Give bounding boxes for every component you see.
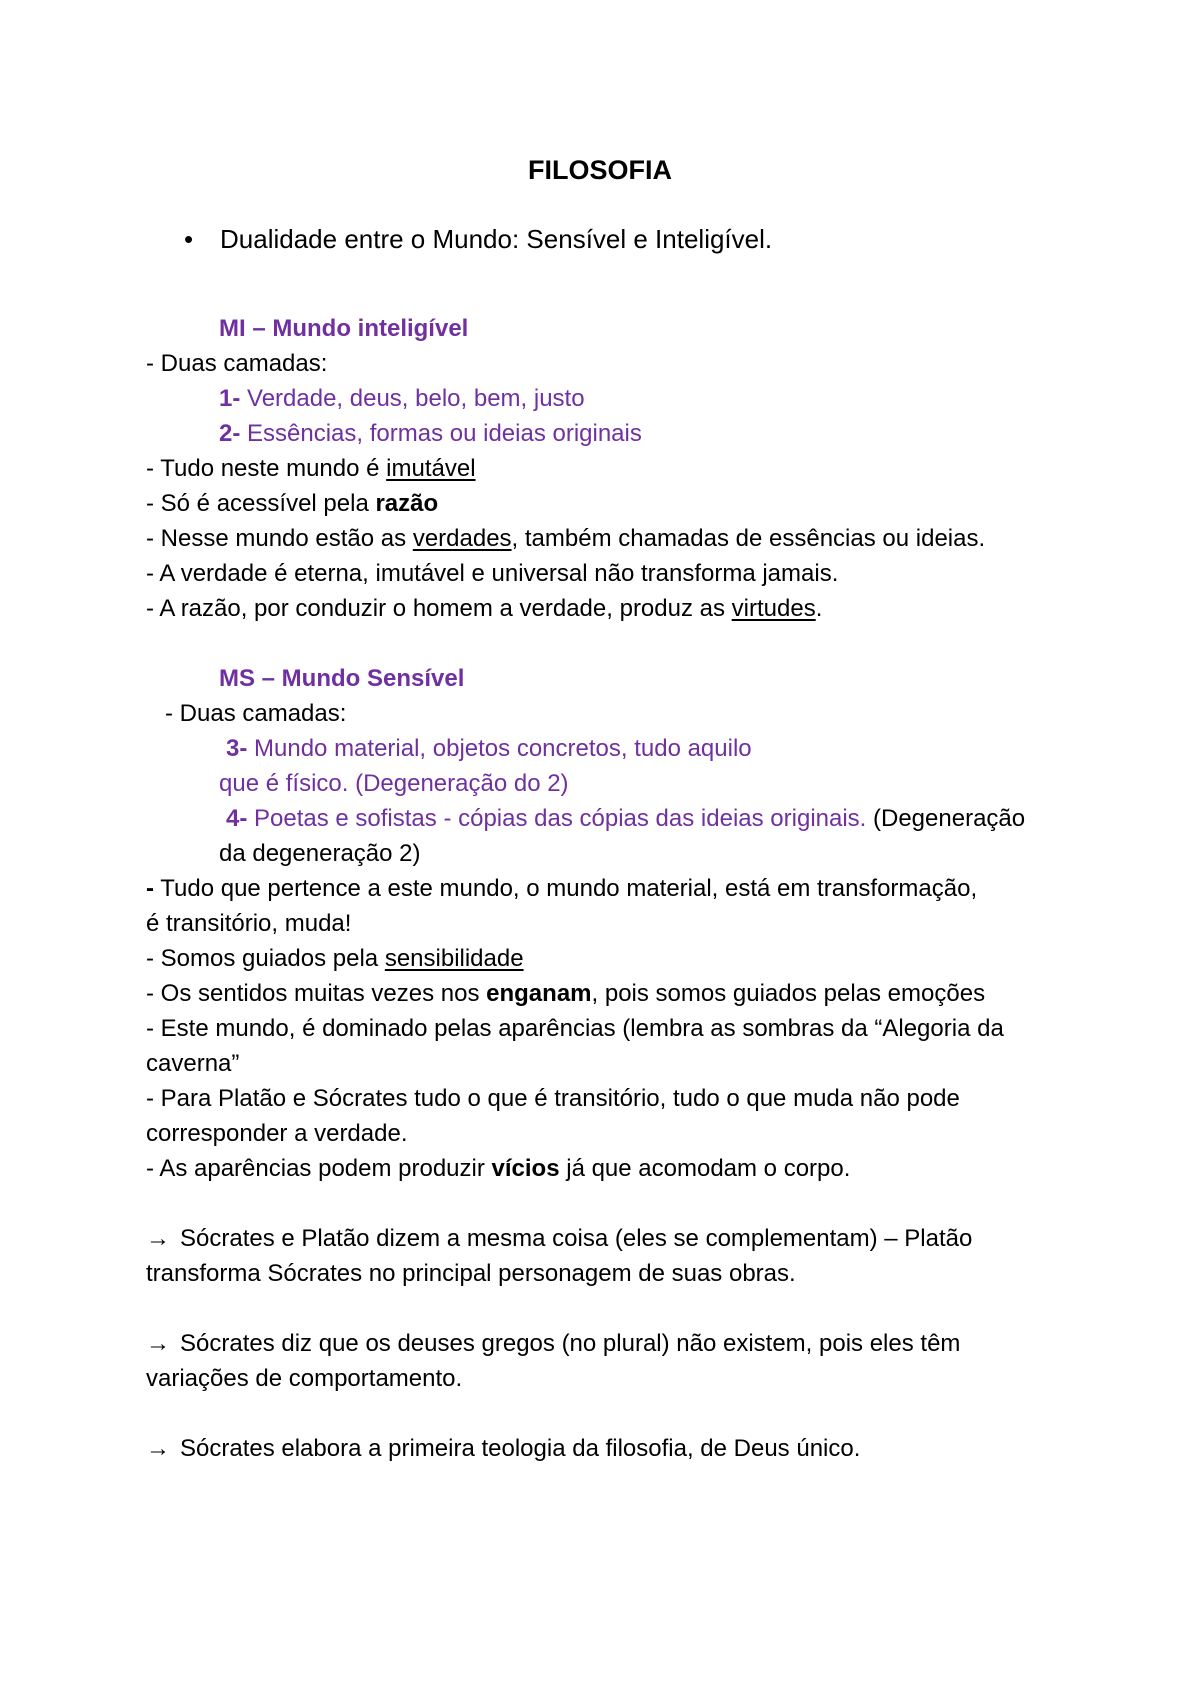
note-2-continued: variações de comportamento.: [146, 1365, 463, 1392]
ms-item-4-number: 4-: [226, 805, 248, 832]
ms-line-appearances: - Este mundo, é dominado pelas aparências (lembra as sombras da “Alegoria da: [146, 1015, 1004, 1042]
text-segment: .: [815, 595, 823, 622]
bold-word: enganam: [486, 980, 592, 1007]
underlined-word: sensibilidade: [384, 945, 524, 972]
text-segment: - Os sentidos muitas vezes nos: [146, 980, 487, 1007]
ms-line-plato-socrates-continued: corresponder a verdade.: [146, 1120, 408, 1147]
underlined-word: imutável: [386, 455, 476, 482]
ms-item-4-text: Poetas e sofistas - cópias das cópias das ideias originais.: [247, 805, 867, 832]
mi-item-2-text: Essências, formas ou ideias originais: [240, 420, 642, 447]
arrow-icon: →: [146, 1435, 170, 1462]
ms-line-senses: [146, 977, 985, 1011]
mi-line-virtues: [146, 592, 822, 626]
bullet-icon: •: [184, 224, 194, 254]
mi-item-1: [219, 382, 585, 416]
text-segment: Tudo que pertence a este mundo, o mundo material, está em transformação,: [154, 875, 978, 902]
note-3: [146, 1432, 860, 1466]
text-segment: , também chamadas de essências ou ideias.: [511, 525, 986, 552]
ms-heading: MS – Mundo Sensível: [219, 665, 465, 692]
bold-word: razão: [375, 490, 439, 517]
bold-word: vícios: [491, 1155, 560, 1182]
underlined-word: virtudes: [731, 595, 816, 622]
note-1-text: Sócrates e Platão dizem a mesma coisa (eles se complementam) – Platão: [180, 1225, 973, 1252]
mi-item-2-number: 2-: [219, 420, 241, 447]
ms-line-appearances-continued: caverna”: [146, 1050, 240, 1077]
mi-line-truths: [146, 522, 985, 556]
bullet-text: Dualidade entre o Mundo: Sensível e Inteligível.: [220, 224, 773, 254]
ms-line-plato-socrates: - Para Platão e Sócrates tudo o que é transitório, tudo o que muda não pode: [146, 1085, 960, 1112]
ms-item-3-text: Mundo material, objetos concretos, tudo aquilo: [247, 735, 752, 762]
ms-line-transformation-continued: é transitório, muda!: [146, 910, 352, 937]
page-title: FILOSOFIA: [528, 155, 672, 185]
ms-line-sensibility: [146, 942, 524, 976]
note-1-continued: transforma Sócrates no principal personagem de suas obras.: [146, 1260, 796, 1287]
arrow-icon: →: [146, 1225, 170, 1252]
note-2: [146, 1327, 960, 1361]
ms-item-4-note: (Degeneração: [866, 805, 1026, 832]
bullet-item: [184, 222, 772, 256]
mi-item-2: [219, 417, 642, 451]
text-segment: - Só é acessível pela: [146, 490, 376, 517]
note-3-text: Sócrates elabora a primeira teologia da filosofia, de Deus único.: [180, 1435, 861, 1462]
underlined-word: verdades: [412, 525, 512, 552]
text-segment: - Nesse mundo estão as: [146, 525, 413, 552]
text-segment: - A razão, por conduzir o homem a verdade, produz as: [146, 595, 732, 622]
text-segment: - Somos guiados pela: [146, 945, 385, 972]
mi-line-eternal: - A verdade é eterna, imutável e universal não transforma jamais.: [146, 560, 839, 587]
ms-item-3: [226, 732, 752, 766]
bold-dash: -: [146, 875, 154, 902]
mi-heading: MI – Mundo inteligível: [219, 315, 469, 342]
text-segment: - Tudo neste mundo é: [146, 455, 387, 482]
ms-line-transformation: [146, 872, 977, 906]
mi-line-reason: [146, 487, 438, 521]
note-1: [146, 1222, 972, 1256]
ms-layers-label: - Duas camadas:: [165, 700, 347, 727]
ms-item-4-continued: da degeneração 2): [219, 840, 421, 867]
ms-line-vices: [146, 1152, 850, 1186]
mi-line-immutable: [146, 452, 476, 486]
text-segment: - As aparências podem produzir: [146, 1155, 492, 1182]
ms-item-4: [226, 802, 1025, 836]
note-2-text: Sócrates diz que os deuses gregos (no plural) não existem, pois eles têm: [180, 1330, 961, 1357]
mi-item-1-text: Verdade, deus, belo, bem, justo: [240, 385, 585, 412]
ms-item-3-continued: que é físico. (Degeneração do 2): [219, 770, 569, 797]
mi-item-1-number: 1-: [219, 385, 241, 412]
mi-layers-label: - Duas camadas:: [146, 350, 328, 377]
text-segment: , pois somos guiados pelas emoções: [591, 980, 986, 1007]
text-segment: já que acomodam o corpo.: [559, 1155, 851, 1182]
ms-item-3-number: 3-: [226, 735, 248, 762]
arrow-icon: →: [146, 1330, 170, 1357]
